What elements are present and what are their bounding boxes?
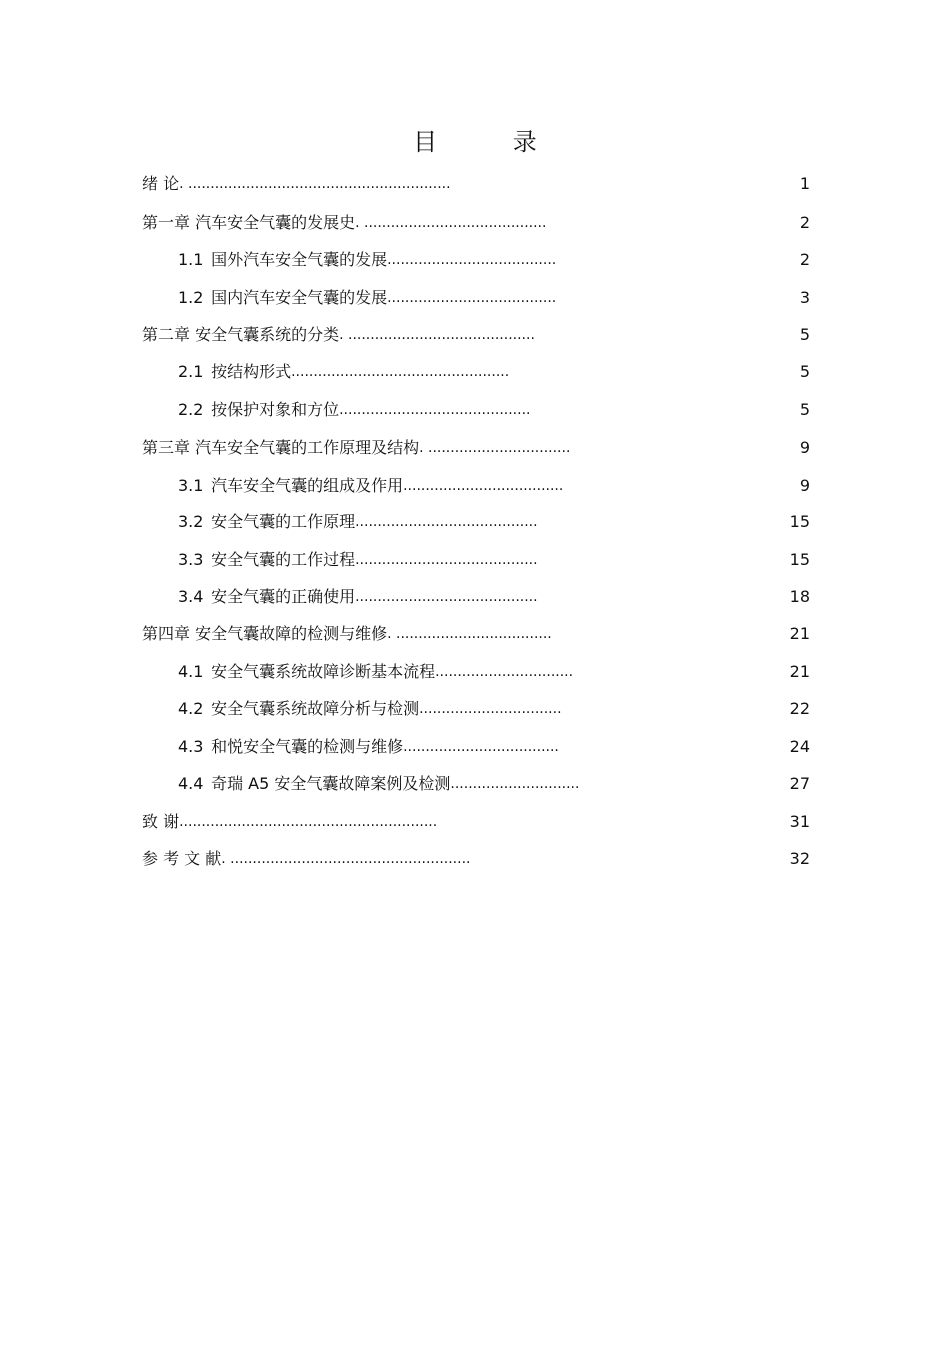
toc-section-number: 4.3 (178, 737, 204, 756)
toc-entry[interactable] (142, 436, 810, 460)
toc-leader-dots: . ................................... (387, 626, 552, 642)
toc-section-number: 1.1 (178, 250, 204, 269)
toc-leader-dots: . ........................................................... (179, 176, 451, 192)
toc-leader-dots: ................................................. (291, 364, 510, 380)
toc-page-number: 9 (799, 476, 810, 495)
toc-page-number: 32 (789, 849, 810, 868)
toc-entry[interactable] (178, 510, 810, 534)
toc-page-number: 5 (799, 362, 810, 381)
toc-entry-label: 安全气囊系统故障诊断基本流程 (211, 662, 436, 681)
toc-entry[interactable] (178, 548, 810, 572)
toc-section-number: 3.1 (178, 476, 204, 495)
toc-page-number: 15 (789, 550, 810, 569)
toc-section-number: 4.4 (178, 774, 204, 793)
toc-section-number: 3.3 (178, 550, 204, 569)
toc-leader-dots: .......................................................... (179, 814, 438, 830)
toc-entry-label: 安全气囊的正确使用 (211, 587, 356, 606)
toc-entry-label: 第三章 汽车安全气囊的工作原理及结构 (142, 438, 420, 457)
toc-leader-dots: .................................... (403, 478, 564, 494)
toc-entry[interactable] (178, 474, 810, 498)
toc-entry[interactable] (178, 585, 810, 609)
toc-leader-dots: ......................................... (355, 552, 538, 568)
toc-page-number: 21 (789, 662, 810, 681)
toc-entry-label: 安全气囊的工作过程 (211, 550, 356, 569)
toc-entry-label: 汽车安全气囊的组成及作用 (211, 476, 404, 495)
toc-section-number: 3.2 (178, 512, 204, 531)
toc-entry-label: 安全气囊的工作原理 (211, 512, 356, 531)
toc-page-number: 27 (789, 774, 810, 793)
toc-section-number: 2.2 (178, 400, 204, 419)
toc-entry[interactable] (142, 847, 810, 871)
toc-leader-dots: ......................................... (355, 589, 538, 605)
toc-entry-label: 致 谢 (142, 812, 180, 831)
toc-leader-dots: ............................. (450, 776, 580, 792)
toc-leader-dots: ...................................... (387, 290, 557, 306)
toc-entry-label: 奇瑞 A5 安全气囊故障案例及检测 (211, 774, 451, 793)
toc-leader-dots: . ................................ (419, 440, 571, 456)
toc-entry[interactable] (142, 810, 810, 834)
page-title: 目 录 (413, 128, 571, 156)
toc-entry[interactable] (178, 398, 810, 422)
toc-leader-dots: ................................ (419, 701, 562, 717)
toc-entry[interactable] (142, 211, 810, 235)
toc-entry[interactable] (178, 735, 810, 759)
toc-page-number: 24 (789, 737, 810, 756)
toc-entry[interactable] (178, 360, 810, 384)
toc-page-number: 21 (789, 624, 810, 643)
toc-entry[interactable] (178, 772, 810, 796)
toc-entry-label: 绪 论 (142, 174, 180, 193)
toc-leader-dots: . ...................................................... (221, 851, 471, 867)
toc-entry-label: 第四章 安全气囊故障的检测与维修 (142, 624, 388, 643)
toc-entry[interactable] (178, 286, 810, 310)
toc-leader-dots: ........................................... (339, 402, 531, 418)
toc-entry-label: 参 考 文 献 (142, 849, 222, 868)
toc-entry-label: 国外汽车安全气囊的发展 (211, 250, 388, 269)
toc-page-number: 2 (799, 250, 810, 269)
toc-page-number: 5 (799, 325, 810, 344)
toc-entry[interactable] (142, 172, 810, 196)
toc-leader-dots: . .......................................... (339, 327, 535, 343)
toc-section-number: 4.1 (178, 662, 204, 681)
toc-section-number: 2.1 (178, 362, 204, 381)
toc-page-number: 1 (799, 174, 810, 193)
toc-leader-dots: ............................... (435, 664, 574, 680)
toc-section-number: 1.2 (178, 288, 204, 307)
toc-section-number: 3.4 (178, 587, 204, 606)
toc-entry-label: 第二章 安全气囊系统的分类 (142, 325, 340, 344)
toc-leader-dots: ...................................... (387, 252, 557, 268)
toc-entry[interactable] (178, 248, 810, 272)
toc-page-number: 9 (799, 438, 810, 457)
toc-page-number: 31 (789, 812, 810, 831)
toc-entry-label: 按结构形式 (211, 362, 292, 381)
toc-page-number: 2 (799, 213, 810, 232)
toc-page-number: 3 (799, 288, 810, 307)
toc-leader-dots: . ......................................... (355, 215, 547, 231)
toc-entry-label: 国内汽车安全气囊的发展 (211, 288, 388, 307)
toc-page-number: 15 (789, 512, 810, 531)
toc-leader-dots: ......................................... (355, 514, 538, 530)
toc-entry-label: 第一章 汽车安全气囊的发展史 (142, 213, 356, 232)
toc-entry[interactable] (142, 622, 810, 646)
toc-entry-label: 安全气囊系统故障分析与检测 (211, 699, 420, 718)
toc-entry-label: 和悦安全气囊的检测与维修 (211, 737, 404, 756)
toc-page-number: 18 (789, 587, 810, 606)
toc-section-number: 4.2 (178, 699, 204, 718)
toc-entry[interactable] (178, 660, 810, 684)
toc-entry-label: 按保护对象和方位 (211, 400, 340, 419)
toc-entry[interactable] (178, 697, 810, 721)
toc-page-number: 22 (789, 699, 810, 718)
toc-leader-dots: ................................... (403, 739, 559, 755)
toc-entry[interactable] (142, 323, 810, 347)
toc-page-number: 5 (799, 400, 810, 419)
